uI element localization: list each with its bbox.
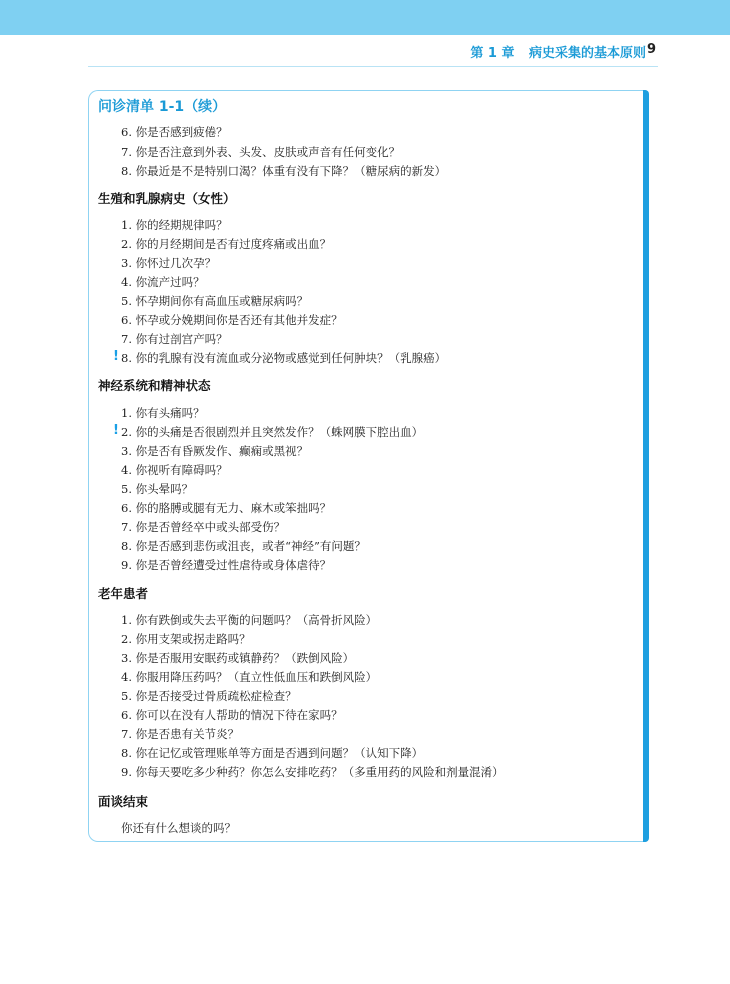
list-item: 6. 你是否感到疲倦？ [121, 125, 228, 139]
list-item: 4. 你服用降压药吗？（直立性低血压和跌倒风险） [121, 670, 378, 684]
list-item: 8. 你是否感到悲伤或沮丧，或者“神经”有问题？ [121, 539, 366, 553]
list-item: 你还有什么想谈的吗？ [121, 821, 236, 835]
list-item: 3. 你是否有昏厥发作、癫痫或黑视？ [121, 444, 309, 458]
list-item: 1. 你有头痛吗？ [121, 406, 205, 420]
checklist-box-accent-bar [643, 90, 649, 842]
list-item: 6. 你可以在没有人帮助的情况下待在家吗？ [121, 708, 343, 722]
top-color-bar [0, 0, 730, 35]
chapter-number: 第 1 章 [470, 46, 515, 61]
warning-icon: ! [113, 423, 119, 438]
list-item: 3. 你是否服用安眠药或镇静药？（跌倒风险） [121, 651, 355, 665]
list-item: 4. 你视听有障碍吗？ [121, 463, 228, 477]
list-item: 6. 你的胳膊或腿有无力、麻木或笨拙吗？ [121, 501, 332, 515]
list-item: 8. 你的乳腺有没有流血或分泌物或感觉到任何肿块？（乳腺癌） [121, 351, 447, 365]
list-item: 5. 你头晕吗？ [121, 482, 194, 496]
list-item: 7. 你是否注意到外表、头发、皮肤或声音有任何变化？ [121, 145, 401, 159]
list-item: 1. 你有跌倒或失去平衡的问题吗？（高骨折风险） [121, 613, 378, 627]
list-item: 9. 你是否曾经遭受过性虐待或身体虐待？ [121, 558, 332, 572]
list-item: 2. 你用支架或拐走路吗？ [121, 632, 251, 646]
list-item: 4. 你流产过吗？ [121, 275, 205, 289]
section-title-elderly: 老年患者 [98, 586, 149, 601]
warning-icon: ! [113, 349, 119, 364]
list-item: 1. 你的经期规律吗？ [121, 218, 228, 232]
list-item: 8. 你在记忆或管理账单等方面是否遇到问题？（认知下降） [121, 746, 424, 760]
list-item: 7. 你有过剖宫产吗？ [121, 332, 228, 346]
running-head [470, 42, 646, 61]
list-item: 5. 你是否接受过骨质疏松症检查？ [121, 689, 297, 703]
list-item: 9. 你每天要吃多少种药？你怎么安排吃药？（多重用药的风险和剂量混淆） [121, 765, 504, 779]
checklist-title: 问诊清单 1-1（续） [98, 99, 227, 115]
chapter-title: 病史采集的基本原则 [528, 46, 646, 61]
section-title-reproductive: 生殖和乳腺病史（女性） [98, 191, 236, 206]
list-item: 2. 你的月经期间是否有过度疼痛或出血？ [121, 237, 332, 251]
list-item: 5. 怀孕期间你有高血压或糖尿病吗？ [121, 294, 309, 308]
section-title-neuro: 神经系统和精神状态 [98, 378, 211, 393]
list-item: 2. 你的头痛是否很剧烈并且突然发作？（蛛网膜下腔出血） [121, 425, 424, 439]
page-number: 9 [646, 42, 656, 57]
list-item: 3. 你怀过几次孕？ [121, 256, 217, 270]
section-title-closing: 面谈结束 [98, 794, 149, 809]
header-rule [88, 66, 658, 67]
list-item: 6. 怀孕或分娩期间你是否还有其他并发症？ [121, 313, 343, 327]
list-item: 8. 你最近是不是特别口渴？体重有没有下降？（糖尿病的新发） [121, 164, 447, 178]
list-item: 7. 你是否患有关节炎？ [121, 727, 240, 741]
list-item: 7. 你是否曾经卒中或头部受伤？ [121, 520, 286, 534]
